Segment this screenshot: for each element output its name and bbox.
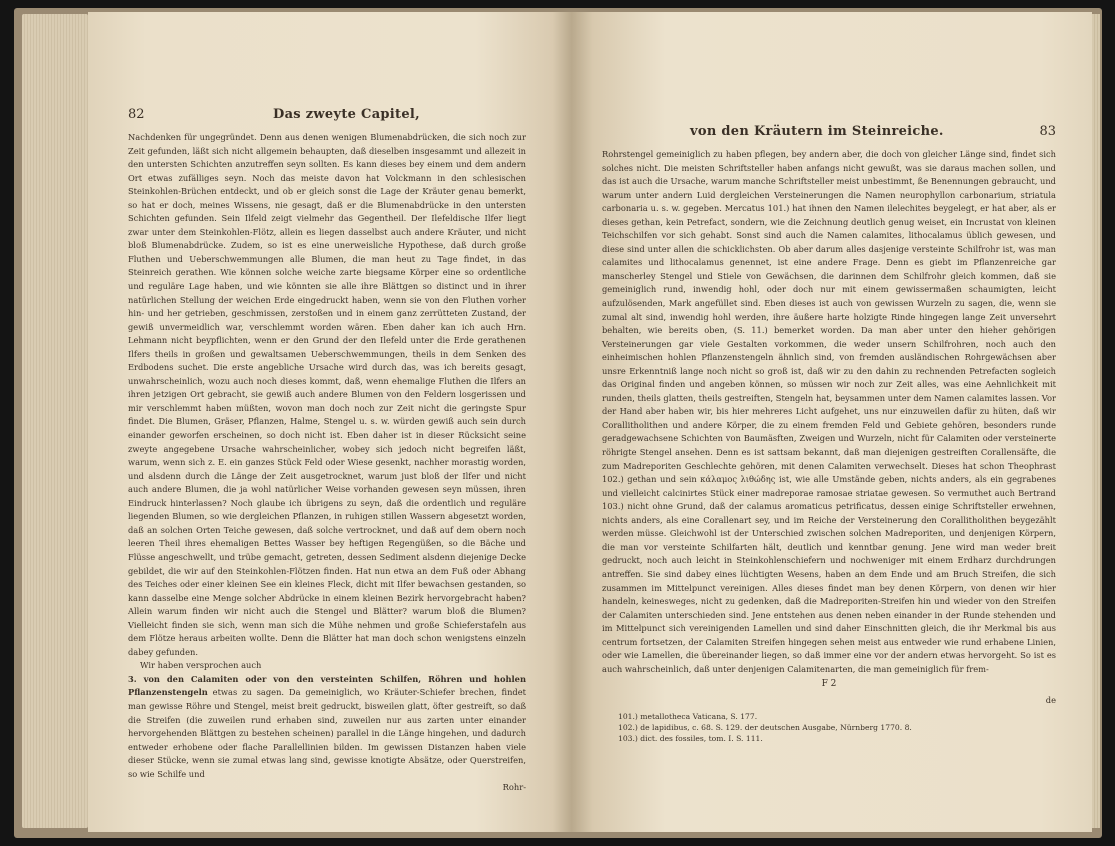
left-running-title: Das zweyte Capitel, bbox=[273, 107, 420, 122]
book-cover bbox=[14, 8, 1102, 838]
left-page-content bbox=[98, 107, 526, 795]
left-body-text bbox=[98, 131, 526, 795]
left-paragraph-1: Nachdenken für ungegründet. Denn aus denen wenigen Blumenabdrücken, die sich noch zur Zeit gefunden, läßt sich nicht allgemein behaupten, daß dieselben insgesammt und allezeit in den untersten Schichten anzutreffen seyn sollten. Es kann dieses bey einem und dem andern Ort etwas zufälliges seyn. Noch das meiste davon hat Volckmann in den schlesischen Steinkohlen-Brüchen entdeckt, und ob er gleich sonst die Lage der Kräuter genau bemerkt, so hat er doch, meines Wissens, nie gesagt, daß er die Blumenabdrücke in den untersten Schichten gefunden. Sein Ilfeld zeigt vielmehr das Gegentheil. Der Ilefeldische Ilfer liegt zwar unter dem Steinkohlen-Flötz, allein es liegen dasselbst auch andere Kräuter, und nicht bloß Blumenabdrücke. Zudem, so ist es eine unerweisliche Hypothese, daß durch große Fluthen und Ueberschwemmungen alle Blumen, die man heut zu Tage findet, in das Steinreich gerathen. Wie können solche weiche zarte biegsame Körper eine so ordentliche und reguläre Lage haben, und wie könnten sie alle ihre Blättgen so distinct und in ihrer natürlichen Stellung der weichen Erde eingedruckt haben, wenn sie von den Fluthen vorher hin- und her getrieben, geschmissen, zerstoßen und in einem ganz zerrütteten Zustand, der gewiß unvermeidlich war, verschlemmt worden wären. Eben daher kan ich auch Hrn. Lehmann nicht beypflichten, wenn er den Grund der den Ilefeld unter die Erde gerathenen Ilfers theils in großen und gewaltsamen Ueberschwemmungen, theils in dem Senken des Erdbodens suchet. Die erste angebliche Ursache wird durch das, was ich bereits gesagt, unwahrscheinlich, wozu auch noch dieses kommt, daß, wenn ehemalige Fluthen die Ilfers an ihren jetzigen Ort gebracht, sie gewiß auch andere Blumen von den Feldern losgerissen und mir verschlemmt haben müßten, wovon man doch noch zur Zeit nicht die geringste Spur findet. Die Blumen, Gräser, Pflanzen, Halme, Stengel u. s. w. würden gewiß auch sein durch einander geworfen erscheinen, so doch nicht ist. Eben daher ist in dieser Rücksicht seine zweyte angegebene Ursache wahrscheinlicher, wobey sich jedoch nicht begreifen läßt, warum, wenn sich z. E. ein ganzes Stück Feld oder Wiese gesenkt, nachher morastig worden, und alsdenn durch die Länge der Zeit ausgetrocknet, warum just bloß der Ilfer und nicht auch andere Blumen, die ja wohl natürlicher Weise vorhanden gewesen seyn müssen, ihren Eindruck hinterlassen? Noch glaube ich übrigens zu seyn, daß die ordentlich und reguläre liegenden Blumen, so wie dergleichen Pflanzen, in ruhigen stillen Wassern abgesetzt worden, daß an solchen Orten Teiche gewesen, daß solche vertrocknet, und daß auf dem obern noch leeren Theil ihres ehemaligen Bettes Wasser bey heftigen Regengüßen, so die Bäche und Flüsse angeschwellt, und trübe gemacht, getreten, dessen Sediment alsdenn diejenige Decke gebildet, die wir auf den Steinkohlen-Flötzen finden. Hat nun etwa an dem Fuß oder Abhang des Teiches oder einer kleinen See ein kleines Fleck, dicht mit Ilfer bewachsen gestanden, so kann dasselbe eine Menge solcher Abdrücke in einem kleinen Bezirk hervorgebracht haben? Allein warum finden wir nicht auch die Stengel und Blätter? warum bloß die Blumen? Vielleicht finden sie sich, wenn man sich die Mühe nehmen und große Schieferstafeln aus dem Flötze heraus arbeiten wollte. Denn die Blätter hat man doch schon wenigstens einzeln dabey gefunden. bbox=[128, 132, 526, 657]
right-page-header bbox=[602, 124, 1056, 142]
right-paragraph: Rohrstengel gemeiniglich zu haben pflegen, bey andern aber, die doch von gleicher Länge sind, findet sich solches nicht. Die meisten Schriftsteller haben anfangs nicht gewußt, was sie daraus machen sollen, und das ist auch die Ursache, warum manche Schriftsteller meist unbestimmt, ße Benennungen gebraucht, und warum unter andern Luid dergleichen Versteinerungen die Namen neurophyllon carbonarium, striatula carbonaria u. s. w. gegeben. Mercatus 101.) hat ihnen den Namen ilelechites beygelegt, er hat aber, als er dieses gethan, kein Petrefact, sondern, wie die Zeichnung deutlich genug weiset, ein Incrustat von kleinen Teichschilfen vor sich gehabt. Sonst sind auch die Namen calamites, lithocalamus üblich gewesen, und diese sind unter allen die schicklichsten. Ob aber darum alles dasjenige versteinte Schilfrohr ist, was man calamites und lithocalamus genennet, ist eine andere Frage. Denn es giebt im Pflanzenreiche gar manscherley Stengel und Stiele von Gewächsen, die darinnen dem Schilfrohr gleich kommen, daß sie gemeiniglich rund, inwendig hohl, oder doch nur mit einem gewissermaßen schaumigten, leicht aufzulösenden, Mark angefüllet sind. Eben dieses ist auch von gewissen Wurzeln zu sagen, die, wenn sie zumal alt sind, inwendig hohl werden, ihre äußere harte holzigte Rinde hingegen lange Zeit unversehrt behalten, wie bereits oben, (S. 11.) bemerket worden. Da man aber unter den hieher gehörigen Versteinerungen gar viele Gestalten vorkommen, die weder unsern Schilfrohren, noch auch den einheimischen hohlen Pflanzenstengeln ähnlich sind, von fremden ausländischen Rohrgewächsen aber unsre Erkenntniß lange noch nicht so groß ist, daß wir zu den dahin zu rechnenden Petrefacten sogleich das Original finden und angeben können, so müssen wir noch zur Zeit alles, was eine Aehnlichkeit mit runden, theils glatten, theils gestreiften, Stengeln hat, beysammen unter dem Namen calamites lassen. Vor der Hand aber haben wir, bis hier mehreres Licht aufgehet, uns nur einzuweilen dafür zu hüten, daß wir Corallitholithen und andere Körper, die zu einem fremden Feld und Gebiete gehören, besonders runde geradgewachsene Schichten von Baumäsften, Zweigen und Wurzeln, nicht für Calamiten oder versteinerte röhrigte Stengel ansehen. Denn es ist sattsam bekannt, daß man diejenigen gestreiften Corallensäfte, die zum Madreporiten Geschlechte gehören, mit denen Calamiten verwechselt. Dieses hat schon Theophrast 102.) gethan und sein κάλαμος λιθώδης ist, wie alle Umstände geben, nichts anders, als ein gegrabenes und vielleicht calcinirtes Stück einer madreporae ramosae striatae gewesen. So vermuthet auch Bertrand 103.) nicht ohne Grund, daß der calamus aromaticus petrificatus, dessen einige Schriftsteller erwehnen, nichts anders, als eine Corallenart sey, und im Reiche der Versteinerung den Corallitholithen beygezählt werden müsse. Gleichwohl ist der Unterschied zwischen solchen Madreporiten, und denjenigen Körpern, die man vor versteinte Schilfarten hält, deutlich und kenntbar genung. Jene wird man weder breit gedruckt, noch auch leicht in Steinkohlenschiefern und nochweniger mit einem Erdharz durchdrungen antreffen. Sie sind dabey eines lüchtigten Wesens, haben an dem Ende und am Bruch Streifen, die sich zusammen im Mittelpunct vereinigen. Alles dieses findet man bey denen Körpern, von denen wir hier handeln, keinesweges, nicht zu gedenken, daß die Madreporiten-Streifen hin und wieder von den Streifen der Calamiten unterschieden sind. Jene entstehen aus denen neben einander in der Runde stehenden und im Mittelpunct sich vereinigenden Lamellen und sind daher Einschnitten gleich, die ihr Merkmal bis aus centrum fortsetzen, der Calamiten Streifen hingegen sehen meist aus entweder wie rund erhabene Linien, oder wie Lamellen, die übereinander liegen, so daß immer eine vor der andern etwas hervorgeht. So ist es auch wahrscheinlich, daß unter denjenigen Calamitenarten, die man gemeiniglich für frem- bbox=[602, 149, 1056, 674]
left-page bbox=[88, 12, 572, 832]
signature-mark: F 2 bbox=[821, 679, 837, 690]
right-body-text bbox=[602, 148, 1056, 707]
footnote-101: 101.) metallotheca Vaticana, S. 177. bbox=[618, 712, 758, 722]
left-page-number: 82 bbox=[128, 107, 145, 122]
left-page-header bbox=[98, 107, 526, 125]
page-edges-right bbox=[1092, 14, 1100, 828]
section-3-heading: 3. von den Calamiten oder von den versteinten Schilfen, Röhren und hohlen Pflanzenstengeln bbox=[128, 673, 526, 698]
right-page-content bbox=[602, 124, 1056, 744]
left-catchword: Rohr- bbox=[502, 782, 526, 793]
footnote-102: 102.) de lapidibus, c. 68. S. 129. der deutschen Ausgabe, Nürnberg 1770. 8. bbox=[618, 723, 912, 733]
page-edges-left bbox=[22, 14, 88, 828]
section-3-text: etwas zu sagen. Da gemeiniglich, wo Kräuter-Schiefer brechen, findet man gewisse Röhre und Stengel, meist breit gedruckt, bisweilen glatt, öfter gestreift, so daß die Streifen (die zuweilen rund erhaben sind, zuweilen nur aus zarten unter einander hervorgehenden Blättgen zu bestehen scheinen) parallel in die Länge hingehen, und dadurch entweder erhobene oder flache Parallellinien bilden. Im gewissen Distanzen haben viele dieser Stücke, wenn sie zumal etwas lang sind, gewisse knotigte Absätze, oder Querstreifen, so wie Schilfe und bbox=[128, 687, 526, 779]
right-page-number: 83 bbox=[1039, 124, 1056, 139]
left-paragraph-2: Wir haben versprochen auch bbox=[140, 660, 262, 671]
section-3-paragraph bbox=[128, 673, 526, 781]
footnotes bbox=[602, 711, 1056, 744]
right-page bbox=[572, 12, 1092, 832]
right-running-title: von den Kräutern im Steinreiche. bbox=[690, 124, 944, 139]
footnote-103: 103.) dict. des fossiles, tom. I. S. 111. bbox=[618, 734, 763, 744]
right-catchword: de bbox=[1045, 694, 1056, 705]
